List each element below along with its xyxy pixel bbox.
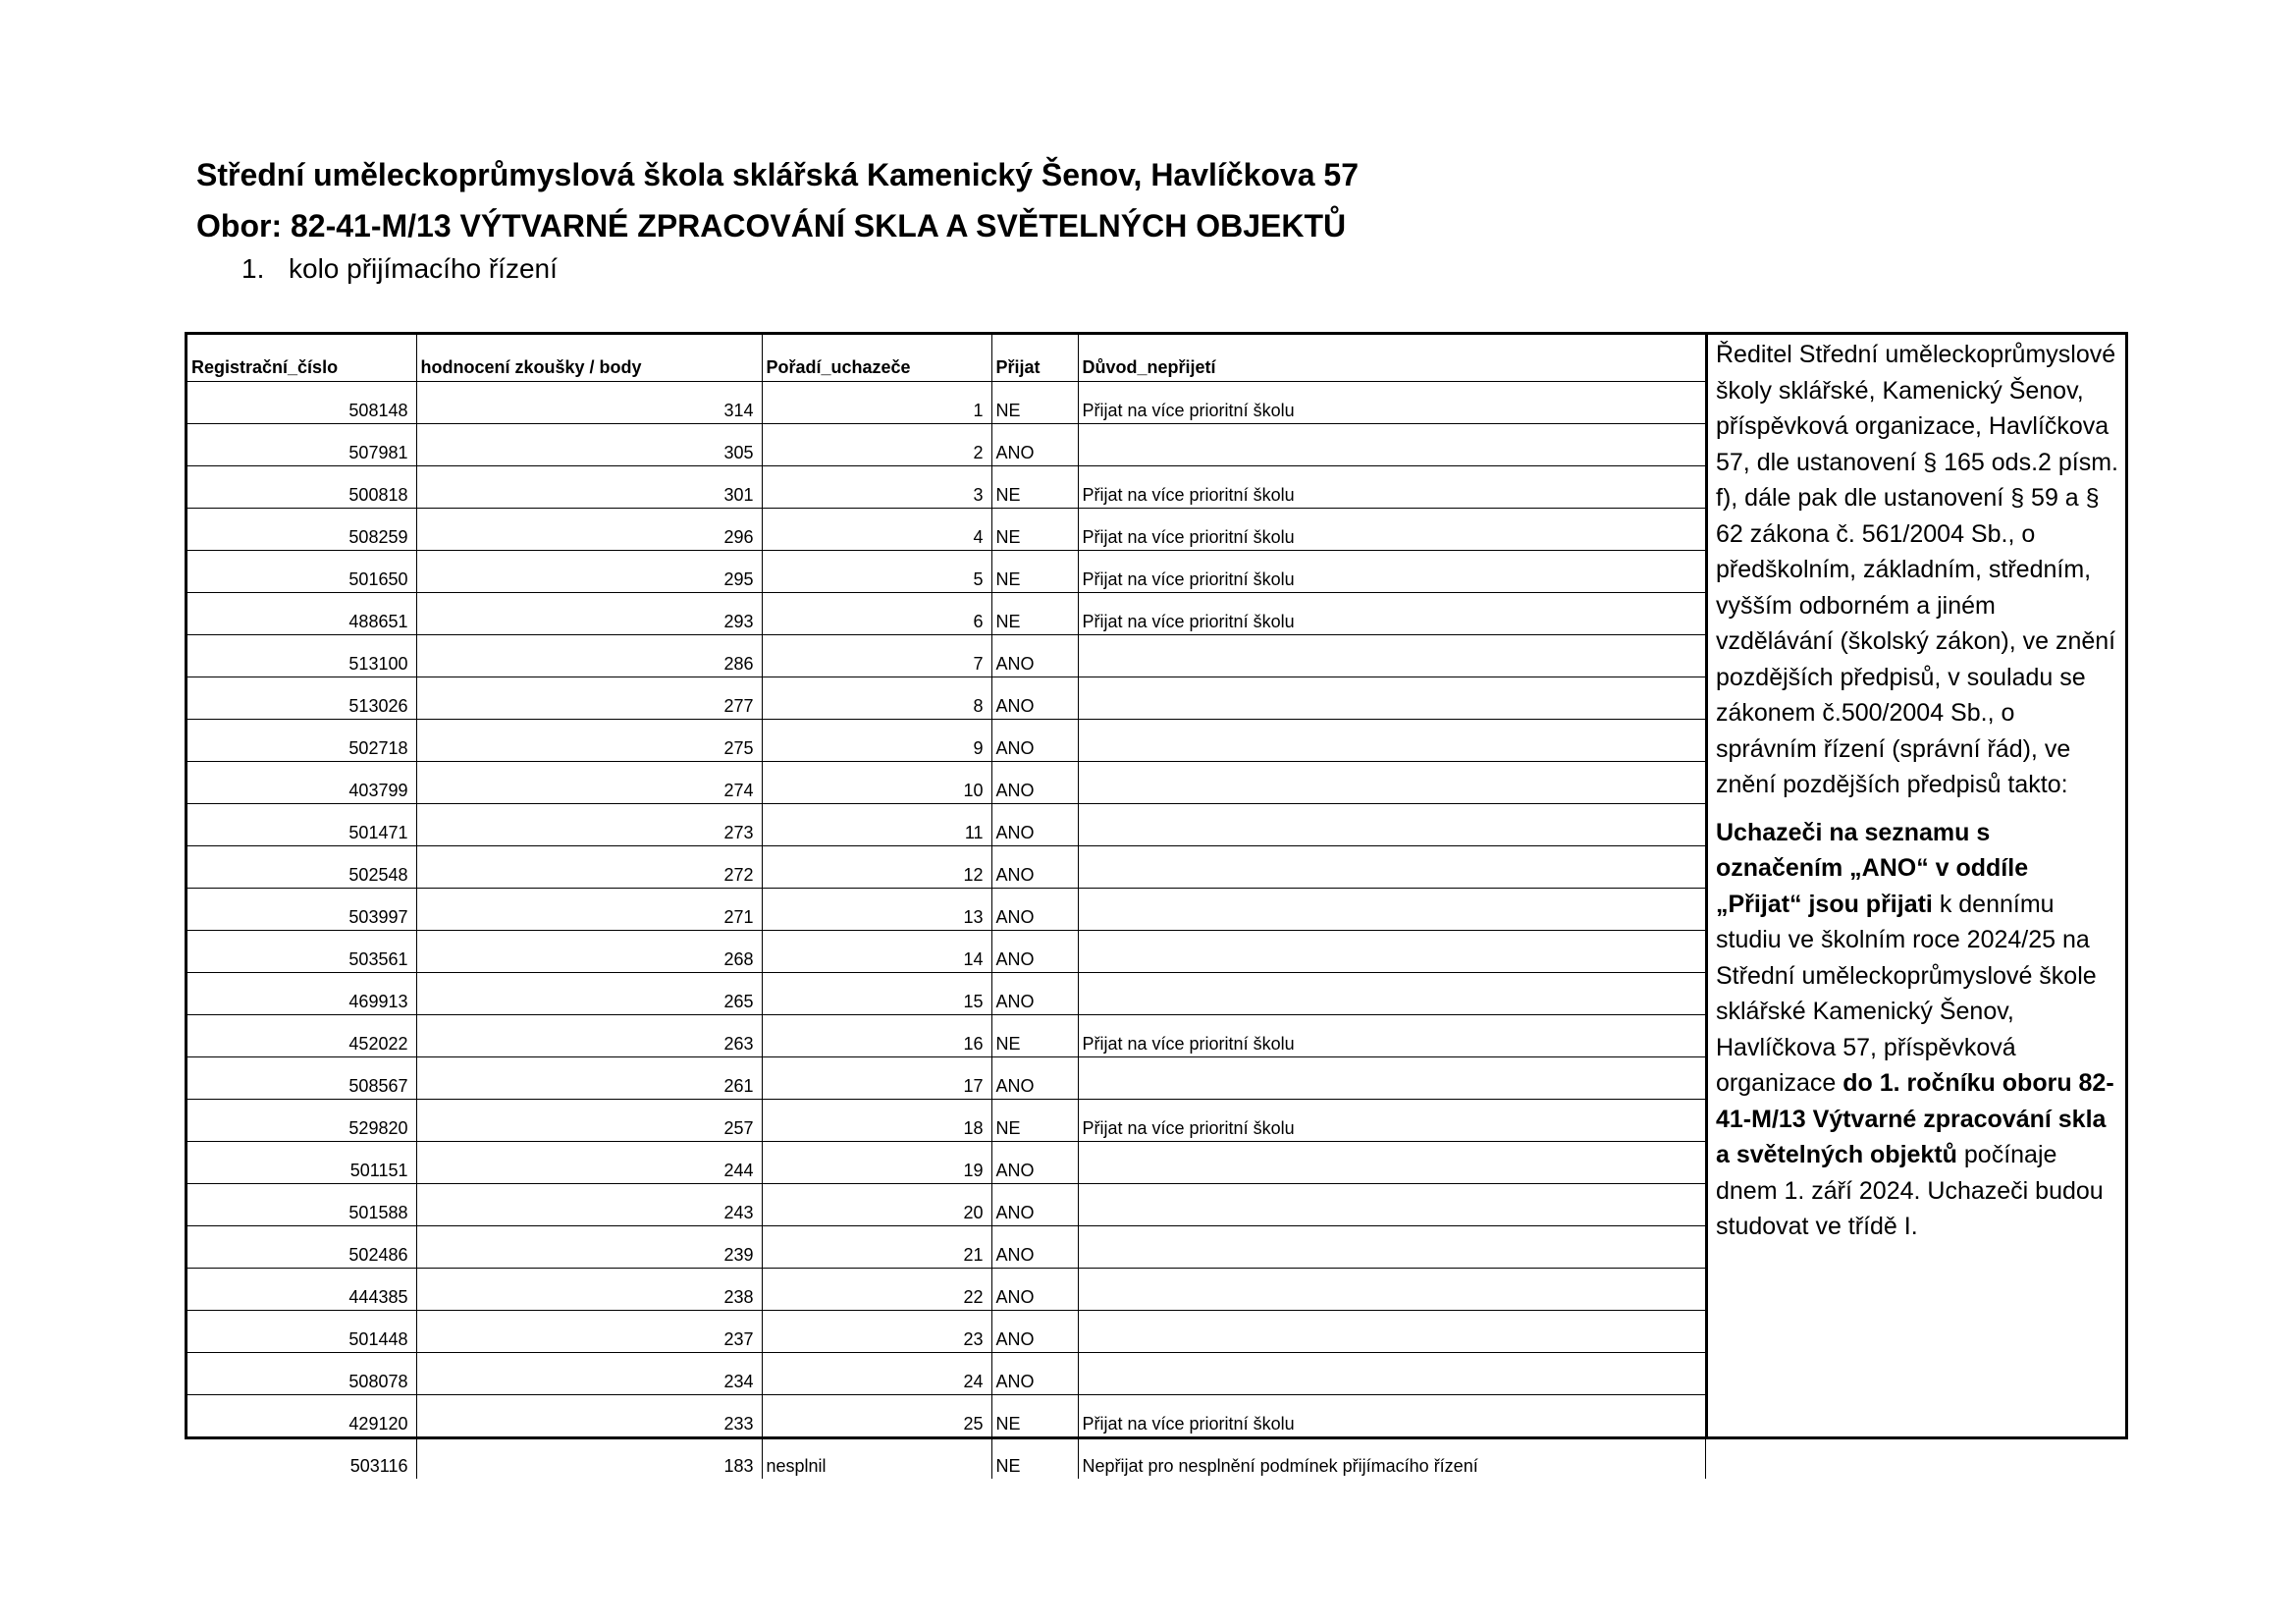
- cell-score: 239: [416, 1226, 762, 1269]
- cell-reason: Přijat na více prioritní školu: [1078, 509, 1705, 551]
- cell-registration-number: 508567: [187, 1057, 416, 1100]
- cell-rank: 5: [762, 551, 991, 593]
- cell-reason: Přijat na více prioritní školu: [1078, 1395, 1705, 1437]
- cell-admitted: NE: [991, 1015, 1078, 1057]
- cell-reason: [1078, 804, 1705, 846]
- cell-reason: [1078, 720, 1705, 762]
- cell-rank: 16: [762, 1015, 991, 1057]
- table-row: [187, 1057, 1705, 1100]
- table-row: [187, 1395, 1705, 1437]
- cell-rank: 15: [762, 973, 991, 1015]
- cell-registration-number: 452022: [187, 1015, 416, 1057]
- cell-admitted: ANO: [991, 1269, 1078, 1311]
- cell-score: 301: [416, 466, 762, 509]
- cell-registration-number: 529820: [187, 1100, 416, 1142]
- cell-admitted: NE: [991, 1395, 1078, 1437]
- cell-registration-number: 508259: [187, 509, 416, 551]
- admission-round-label: kolo přijímacího řízení: [289, 253, 558, 284]
- cell-registration-number: 500818: [187, 466, 416, 509]
- cell-rank: 1: [762, 382, 991, 424]
- cell-rank: 21: [762, 1226, 991, 1269]
- cell-admitted: ANO: [991, 804, 1078, 846]
- cell-score: 233: [416, 1395, 762, 1437]
- cell-reason: [1078, 677, 1705, 720]
- cell-admitted: ANO: [991, 931, 1078, 973]
- cell-rank: nesplnil: [762, 1437, 991, 1480]
- cell-registration-number: 502718: [187, 720, 416, 762]
- cell-reason: [1078, 635, 1705, 677]
- cell-score: 305: [416, 424, 762, 466]
- cell-rank: 19: [762, 1142, 991, 1184]
- cell-reason: [1078, 1311, 1705, 1353]
- column-header-rank: Pořadí_uchazeče: [762, 335, 991, 382]
- cell-score: 268: [416, 931, 762, 973]
- cell-score: 243: [416, 1184, 762, 1226]
- cell-registration-number: 501588: [187, 1184, 416, 1226]
- table-row: [187, 1142, 1705, 1184]
- cell-registration-number: 503561: [187, 931, 416, 973]
- cell-reason: [1078, 846, 1705, 889]
- table-row: [187, 424, 1705, 466]
- cell-score: 293: [416, 593, 762, 635]
- cell-reason: [1078, 973, 1705, 1015]
- cell-registration-number: 502486: [187, 1226, 416, 1269]
- cell-score: 183: [416, 1437, 762, 1480]
- cell-score: 296: [416, 509, 762, 551]
- table-row: [187, 846, 1705, 889]
- cell-admitted: ANO: [991, 1353, 1078, 1395]
- cell-score: 257: [416, 1100, 762, 1142]
- cell-reason: [1078, 1269, 1705, 1311]
- cell-admitted: ANO: [991, 1226, 1078, 1269]
- table-row: [187, 1184, 1705, 1226]
- cell-admitted: NE: [991, 551, 1078, 593]
- admission-round: [241, 253, 558, 285]
- table-row: [187, 889, 1705, 931]
- column-header-score: hodnocení zkoušky / body: [416, 335, 762, 382]
- cell-registration-number: 488651: [187, 593, 416, 635]
- table-body: [187, 382, 1705, 1480]
- cell-admitted: ANO: [991, 424, 1078, 466]
- cell-admitted: ANO: [991, 1311, 1078, 1353]
- cell-registration-number: 429120: [187, 1395, 416, 1437]
- table-row: [187, 551, 1705, 593]
- table-header-row: [187, 335, 1705, 382]
- cell-rank: 12: [762, 846, 991, 889]
- table-row: [187, 1226, 1705, 1269]
- column-header-reason: Důvod_nepřijetí: [1078, 335, 1705, 382]
- cell-admitted: NE: [991, 466, 1078, 509]
- cell-score: 274: [416, 762, 762, 804]
- table-row: [187, 466, 1705, 509]
- cell-reason: Přijat na více prioritní školu: [1078, 593, 1705, 635]
- cell-score: 237: [416, 1311, 762, 1353]
- cell-registration-number: 513100: [187, 635, 416, 677]
- cell-rank: 22: [762, 1269, 991, 1311]
- cell-score: 295: [416, 551, 762, 593]
- cell-reason: Přijat na více prioritní školu: [1078, 1015, 1705, 1057]
- table-row: [187, 804, 1705, 846]
- table-row: [187, 382, 1705, 424]
- admission-round-number: 1.: [241, 253, 265, 284]
- cell-reason: [1078, 889, 1705, 931]
- cell-admitted: NE: [991, 382, 1078, 424]
- decision-verdict: [1716, 815, 2119, 1245]
- cell-admitted: ANO: [991, 720, 1078, 762]
- table-row: [187, 1100, 1705, 1142]
- cell-reason: [1078, 1184, 1705, 1226]
- cell-rank: 14: [762, 931, 991, 973]
- cell-reason: [1078, 762, 1705, 804]
- decision-start-date: počínaje dnem 1. září 2024. Uchazeči budou studovat ve třídě I.: [1716, 1141, 2104, 1240]
- cell-admitted: ANO: [991, 973, 1078, 1015]
- cell-rank: 13: [762, 889, 991, 931]
- cell-registration-number: 503997: [187, 889, 416, 931]
- cell-rank: 10: [762, 762, 991, 804]
- decision-bold-admitted: Uchazeči na seznamu s označením „ANO“ v oddíle „Přijat“ jsou přijati: [1716, 818, 2029, 918]
- column-header-registration: Registrační_číslo: [187, 335, 416, 382]
- cell-score: 238: [416, 1269, 762, 1311]
- cell-rank: 11: [762, 804, 991, 846]
- cell-reason: Přijat na více prioritní školu: [1078, 1100, 1705, 1142]
- decision-study-details: k dennímu studiu ve školním roce 2024/25 na Střední uměleckoprůmyslové škole sklářské Kamenický Šenov, Havlíčkova 57, příspěvková organizace: [1716, 890, 2097, 1097]
- cell-admitted: NE: [991, 1100, 1078, 1142]
- cell-rank: 25: [762, 1395, 991, 1437]
- cell-rank: 8: [762, 677, 991, 720]
- cell-reason: Přijat na více prioritní školu: [1078, 382, 1705, 424]
- cell-reason: [1078, 1353, 1705, 1395]
- table-row: [187, 635, 1705, 677]
- director-decision-text: [1705, 335, 2125, 1436]
- table-row: [187, 593, 1705, 635]
- cell-reason: Přijat na více prioritní školu: [1078, 466, 1705, 509]
- cell-rank: 24: [762, 1353, 991, 1395]
- cell-score: 314: [416, 382, 762, 424]
- cell-registration-number: 502548: [187, 846, 416, 889]
- cell-registration-number: 444385: [187, 1269, 416, 1311]
- cell-registration-number: 403799: [187, 762, 416, 804]
- table-row: [187, 973, 1705, 1015]
- cell-score: 277: [416, 677, 762, 720]
- cell-rank: 6: [762, 593, 991, 635]
- admission-results-table: [187, 335, 1706, 1479]
- cell-score: 286: [416, 635, 762, 677]
- cell-rank: 9: [762, 720, 991, 762]
- cell-rank: 3: [762, 466, 991, 509]
- cell-admitted: NE: [991, 509, 1078, 551]
- table-row: [187, 1269, 1705, 1311]
- cell-score: 263: [416, 1015, 762, 1057]
- cell-score: 234: [416, 1353, 762, 1395]
- cell-registration-number: 501448: [187, 1311, 416, 1353]
- table-row: [187, 677, 1705, 720]
- cell-admitted: ANO: [991, 889, 1078, 931]
- cell-registration-number: 508148: [187, 382, 416, 424]
- decision-bold-programme: do 1. ročníku oboru 82-41-M/13 Výtvarné zpracování skla a světelných objektů: [1716, 1069, 2114, 1168]
- table-row: [187, 1015, 1705, 1057]
- cell-admitted: NE: [991, 593, 1078, 635]
- cell-reason: [1078, 1142, 1705, 1184]
- cell-score: 244: [416, 1142, 762, 1184]
- cell-registration-number: 508078: [187, 1353, 416, 1395]
- cell-score: 273: [416, 804, 762, 846]
- cell-admitted: NE: [991, 1437, 1078, 1480]
- table-row: [187, 509, 1705, 551]
- cell-reason: [1078, 424, 1705, 466]
- cell-score: 275: [416, 720, 762, 762]
- table-row: [187, 1353, 1705, 1395]
- decision-intro: Ředitel Střední uměleckoprůmyslové školy sklářské, Kamenický Šenov, příspěvková organizace, Havlíčkova 57, dle ustanovení § 165 ods.2 písm. f), dále pak dle ustanovení § 59 a § 62 zákona č. 561/2004 Sb., o předškolním, základním, středním, vyšším odborném a jiném vzdělávání (školský zákon), ve znění pozdějších předpisů, v souladu se zákonem č.500/2004 Sb., o správním řízení (správní řád), ve znění pozdějších předpisů takto:: [1716, 341, 2118, 798]
- cell-admitted: ANO: [991, 635, 1078, 677]
- cell-admitted: ANO: [991, 762, 1078, 804]
- cell-score: 271: [416, 889, 762, 931]
- cell-admitted: ANO: [991, 1057, 1078, 1100]
- field-of-study-title: Obor: 82-41-M/13 VÝTVARNÉ ZPRACOVÁNÍ SKLA A SVĚTELNÝCH OBJEKTŮ: [196, 208, 1347, 244]
- cell-rank: 7: [762, 635, 991, 677]
- cell-admitted: ANO: [991, 677, 1078, 720]
- cell-reason: [1078, 1226, 1705, 1269]
- cell-registration-number: 469913: [187, 973, 416, 1015]
- cell-reason: Nepřijat pro nesplnění podmínek přijímacího řízení: [1078, 1437, 1705, 1480]
- table-row: [187, 1437, 1705, 1480]
- cell-score: 261: [416, 1057, 762, 1100]
- table-row: [187, 931, 1705, 973]
- column-header-admitted: Přijat: [991, 335, 1078, 382]
- page-title: Střední uměleckoprůmyslová škola sklářská Kamenický Šenov, Havlíčkova 57: [196, 157, 1360, 192]
- cell-admitted: ANO: [991, 846, 1078, 889]
- cell-registration-number: 501650: [187, 551, 416, 593]
- results-frame: [185, 332, 2128, 1476]
- cell-registration-number: 513026: [187, 677, 416, 720]
- cell-admitted: ANO: [991, 1142, 1078, 1184]
- cell-rank: 17: [762, 1057, 991, 1100]
- cell-score: 272: [416, 846, 762, 889]
- table-row: [187, 720, 1705, 762]
- table-row: [187, 762, 1705, 804]
- cell-registration-number: 501151: [187, 1142, 416, 1184]
- cell-reason: [1078, 1057, 1705, 1100]
- cell-rank: 23: [762, 1311, 991, 1353]
- cell-rank: 4: [762, 509, 991, 551]
- cell-registration-number: 503116: [187, 1437, 416, 1480]
- cell-registration-number: 507981: [187, 424, 416, 466]
- cell-admitted: ANO: [991, 1184, 1078, 1226]
- cell-reason: Přijat na více prioritní školu: [1078, 551, 1705, 593]
- cell-rank: 2: [762, 424, 991, 466]
- cell-registration-number: 501471: [187, 804, 416, 846]
- cell-rank: 18: [762, 1100, 991, 1142]
- table-row: [187, 1311, 1705, 1353]
- cell-score: 265: [416, 973, 762, 1015]
- cell-rank: 20: [762, 1184, 991, 1226]
- cell-reason: [1078, 931, 1705, 973]
